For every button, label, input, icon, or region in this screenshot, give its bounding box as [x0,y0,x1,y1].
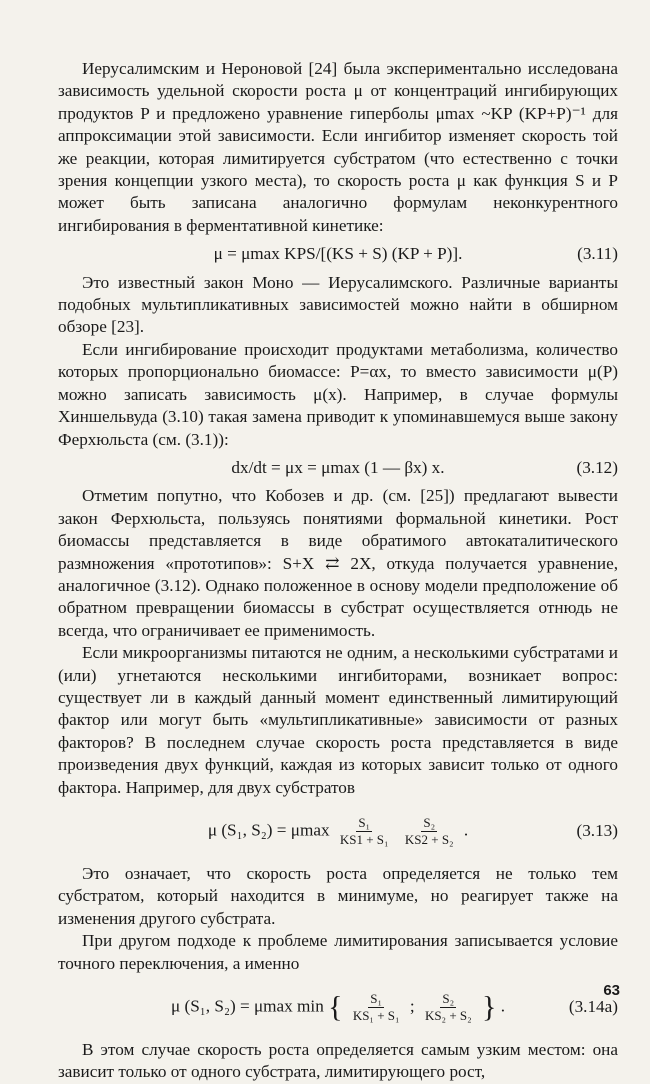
right-brace: } [481,989,497,1023]
equation-number: (3.11) [577,244,618,264]
equation-lhs: μ (S₁, S₂) = μmax min [171,995,324,1015]
equation-3-13 [58,805,618,857]
equation-number: (3.12) [576,457,618,477]
fraction-denominator: KS2 + S₂ [404,831,454,847]
equation-number: (3.13) [576,820,618,840]
paragraph-3: Если ингибирование происходит продуктами метаболизма, количество которых пропорционально биомассе: P=αx, то вместо зависимости μ(P) можно записать зависимость μ(x). Например, в случае формулы Хиншельвуда (3.10) такая замена приводит к упоминавшемуся выше закону Ферхюльста (см. (3.1)): [58,339,618,449]
paragraph-6: Это означает, что скорость роста определяется не только тем субстратом, который находится в минимуме, но реагирует также на изменения другого субстрата. [58,864,618,928]
equation-number: (3.14a) [568,996,618,1016]
paragraph-1: Иерусалимским и Нероновой [24] была экспериментально исследована зависимость удельной скорости роста μ от концентраций ингибирующих продуктов P и предложено уравнение гиперболы μmax ~KP (KP+P)⁻¹ для аппроксимации этой зависимости. Если ингибитор изменяет скорость той же реакции, которая лимитируется субстратом (что естественно с точки зрения концепции узкого места), то скорость роста μ как функция S и P может быть записана аналогично формулам неконкурентного ингибирования в ферментативной кинетике: [58,59,618,235]
fraction-numerator: S₁ [370,990,383,1006]
paragraph-2: Это известный закон Моно — Иерусалимского. Различные варианты подобных мультипликативных зависимостей можно найти в обширном обзоре [23]. [58,272,618,337]
equation-expression [208,815,468,848]
equation-3-12 [58,457,618,479]
fraction-denominator: KS1 + S₁ [339,831,389,847]
equation-expression: dx/dt = μx = μmax (1 — βx) x. [231,457,445,477]
paragraph-8: В этом случае скорость роста определяется самым узким местом: она зависит только от одного субстрата, лимитирующего рост, [58,1040,618,1082]
equation-tail: . [500,995,505,1015]
equation-lhs: μ (S₁, S₂) = μmax [207,819,330,839]
paragraph-7: При другом подходе к проблеме лимитирования записывается условие точного переключения, а именно [58,931,618,973]
fraction-2 [403,815,456,848]
equation-expression: μ = μmax KPS/[(KS + S) (KP + P)]. [213,244,463,264]
fraction-2 [423,991,474,1024]
paragraph-5: Если микроорганизмы питаются не одним, а несколькими субстратами и (или) угнетаются несколькими ингибиторами, возникает вопрос: существует ли в каждый данный момент единственный лимитирующий фактор или могут быть «мультипликативные» зависимости от разных факторов? В последнем случае скорость роста представляется в виде произведения двух функций, каждая из которых зависит только от одного фактора. Например, для двух субстратов [58,643,618,797]
fraction-numerator: S₂ [423,814,436,830]
left-brace: { [328,989,343,1023]
fraction-numerator: S₁ [358,814,371,830]
equation-3-14a [58,981,618,1033]
fraction-denominator: KS₁ + S₁ [352,1007,400,1023]
fraction-separator: ; [409,995,415,1015]
fraction-denominator: KS₂ + S₂ [424,1007,472,1023]
page-number: 63 [603,982,620,999]
fraction-numerator: S₂ [442,990,455,1006]
fraction-1 [351,991,402,1024]
equation-expression [171,991,505,1024]
equation-3-11 [58,243,618,265]
paragraph-4: Отметим попутно, что Кобозев и др. (см. [25]) предлагают вывести закон Ферхюльста, пользуясь понятиями формальной кинетики. Рост биомассы представляется в виде обратимого автокаталитического размножения «прототипов»: S+X ⇄ 2X, откуда получается уравнение, аналогичное (3.12). Однако положенное в основу модели предположение об обратном превращении биомассы в субстрат осуществляется отнюдь не всегда, что ограничивает ее применимость. [58,486,618,640]
equation-tail: . [463,819,469,839]
page-body [58,58,618,1084]
fraction-1 [338,815,391,848]
